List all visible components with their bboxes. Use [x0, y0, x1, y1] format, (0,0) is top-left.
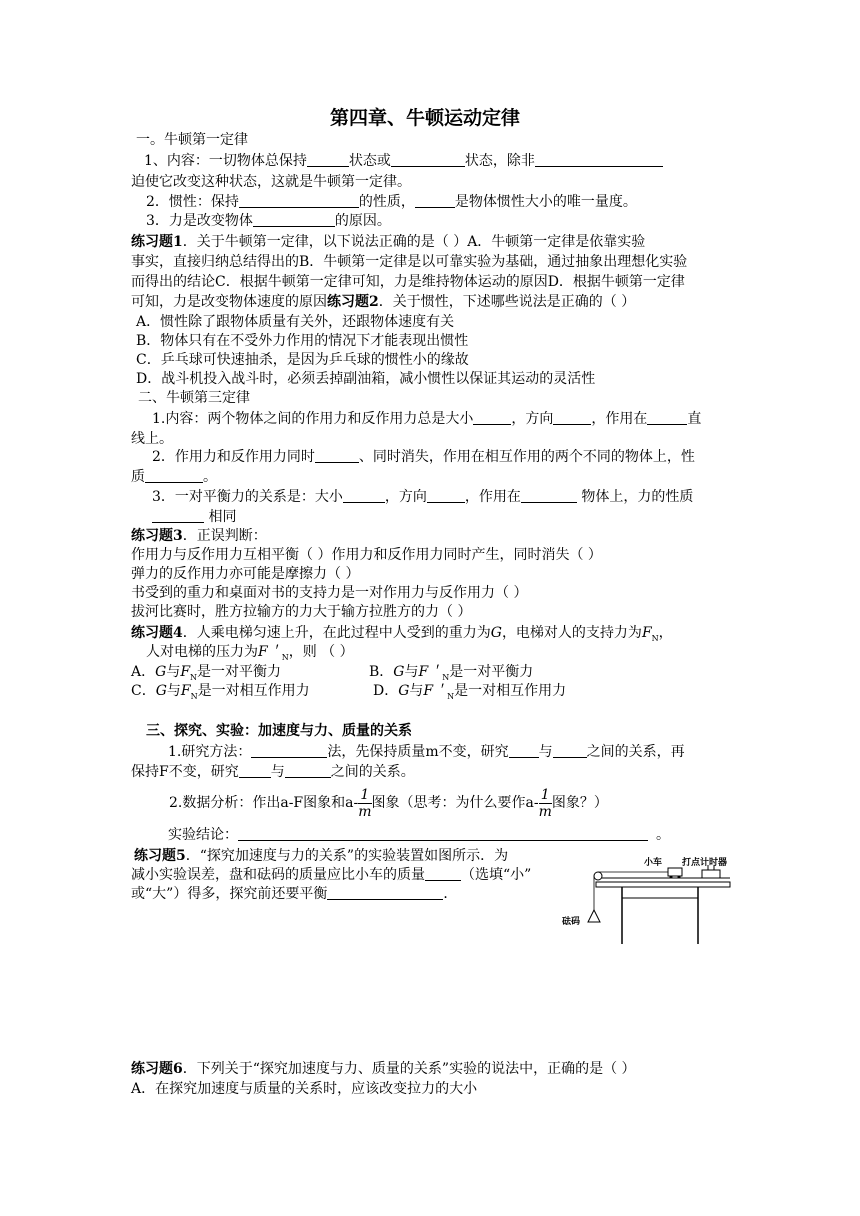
ex4-option-d: [373, 682, 566, 706]
symbol-g: G: [393, 664, 405, 680]
text: 是一对平衡力: [197, 664, 282, 680]
ex2-option-b: B．物体只有在不受外力作用的情况下才能表现出惯性: [136, 333, 469, 349]
s3-line2: [131, 763, 415, 781]
s2-line1: [152, 410, 701, 428]
text: 。: [203, 469, 217, 485]
exercise-label: 练习题4: [131, 625, 183, 641]
text: 与: [166, 683, 181, 699]
symbol-f-prime: F＇: [423, 683, 448, 699]
text: 可知，力是改变物体速度的原因: [131, 294, 327, 310]
text: ．下列关于“探究加速度与力、质量的关系”实验的说法中，正确的是（ ）: [182, 1061, 636, 1077]
text: ，则 （ ）: [288, 644, 354, 660]
blank: [553, 410, 591, 425]
ex5-line3: [131, 885, 457, 903]
symbol-f: F: [180, 664, 191, 680]
text: 与: [166, 664, 181, 680]
blank: [509, 743, 539, 758]
text: D．: [373, 683, 399, 699]
s3-line3: [169, 783, 608, 823]
text: 2．作用力和反作用力同时: [152, 449, 315, 465]
section2-heading: 二、牛顿第三定律: [138, 390, 250, 406]
symbol-f: F: [641, 625, 652, 641]
ex1-line4: [131, 293, 635, 311]
blank: [535, 152, 663, 167]
symbol-g: G: [155, 664, 167, 680]
text: 人对电梯的压力为: [146, 644, 258, 660]
text: ．: [443, 886, 458, 902]
text: ．关于惯性，下述哪些说法是正确的（ ）: [378, 294, 636, 310]
ex2-option-c: C．乒乓球可快速抽杀，是因为乒乓球的惯性小的缘故: [136, 352, 469, 368]
text: 是一对相互作用力: [454, 683, 567, 699]
ex2-option-d: D．战斗机投入战斗时，必须丢掉副油箱，减小惯性以保证其运动的灵活性: [136, 371, 596, 387]
exercise-label: 练习题6: [131, 1061, 183, 1077]
blank: [152, 508, 204, 523]
symbol-g: G: [155, 683, 167, 699]
blank: [415, 193, 455, 208]
blank: [553, 743, 587, 758]
text: 直: [687, 411, 702, 427]
denominator: m: [538, 803, 552, 820]
text: 1、内容：一切物体总保持: [144, 153, 307, 169]
text: 质: [131, 469, 145, 485]
blank: [253, 212, 335, 227]
text: 法，先保持质量m不变，研究: [327, 744, 509, 760]
label-timer: 打点计时器: [682, 858, 728, 868]
text: ，方向: [384, 489, 427, 505]
subscript-n: N: [190, 691, 198, 701]
text: 与: [409, 683, 424, 699]
ex6-option-a: A．在探究加速度与质量的关系时，应该改变拉力的大小: [131, 1081, 478, 1097]
text: 3．力是改变物体: [146, 213, 253, 229]
text: 。: [656, 827, 670, 843]
text: 图象？）: [551, 795, 608, 811]
subscript-n: N: [281, 652, 289, 662]
exercise-label: 练习题1: [131, 234, 183, 250]
symbol-f-prime: F＇: [418, 664, 443, 680]
s1-line4: [146, 212, 391, 230]
symbol-f-prime: F＇: [258, 644, 282, 660]
blank: [647, 410, 687, 425]
text: 保持F不变，研究: [131, 764, 239, 780]
text: ．“探究加速度与力的关系”的实验装置如图所示．为: [185, 848, 509, 864]
s2-line6: [152, 508, 236, 526]
text: 是物体惯性大小的唯一量度。: [454, 194, 637, 210]
ex1-line1: [131, 233, 645, 251]
s2-line3: [152, 448, 695, 466]
blank: [239, 193, 359, 208]
blank: [315, 448, 359, 463]
text: 是一对相互作用力: [197, 683, 310, 699]
text: 1.研究方法：: [168, 744, 252, 760]
text: 与: [538, 744, 553, 760]
text: 之间的关系。: [330, 764, 415, 780]
exercise-label: 练习题2: [327, 294, 379, 310]
blank: [239, 763, 271, 778]
text: 的性质，: [358, 194, 415, 210]
text: 状态，除非: [464, 153, 535, 169]
text: 3．一对平衡力的关系是：大小: [152, 489, 343, 505]
label-cart: 小车: [644, 858, 663, 868]
s2-line4: [131, 468, 217, 486]
blank: [307, 152, 349, 167]
label-weight: 砝码: [562, 917, 581, 927]
exercise-label: 练习题3: [131, 528, 183, 544]
s3-line4: [168, 826, 670, 844]
exercise-label: 练习题5: [134, 848, 186, 864]
text: 与: [270, 764, 285, 780]
text: 物体上，力的性质: [576, 489, 694, 505]
subscript-n: N: [442, 672, 450, 682]
ex5-line1: [134, 847, 508, 865]
text: 减小实验误差，盘和砝码的质量应比小车的质量: [131, 867, 425, 883]
text: ，方向: [511, 411, 554, 427]
numerator: 1: [539, 787, 552, 804]
s2-line5: [152, 488, 693, 506]
ex4-option-c: [131, 682, 310, 706]
subscript-n: N: [447, 691, 455, 701]
blank: [327, 885, 443, 900]
ex3-line4: 拔河比赛时，胜方拉输方的力大于输方拉胜方的力（ ）: [131, 604, 472, 620]
fraction-1-over-m: [539, 787, 552, 820]
text: C．: [131, 683, 156, 699]
symbol-g: G: [398, 683, 410, 699]
ex5-line2: [131, 866, 531, 884]
numerator: 1: [358, 787, 371, 804]
text: A．: [131, 664, 156, 680]
text: 或“大”）得多，探究前还要平衡: [131, 886, 328, 902]
ex2-option-a: A．惯性除了跟物体质量有关外，还跟物体速度有关: [136, 314, 455, 330]
experiment-apparatus-figure: [560, 852, 740, 944]
text: 实验结论：: [168, 827, 238, 843]
s1-line1: [144, 152, 663, 170]
blank: [145, 468, 203, 483]
ex3-line1: 作用力与反作用力互相平衡（ ）作用力和反作用力同时产生，同时消失（ ）: [131, 547, 602, 563]
section3-heading: 三、探究、实验：加速度与力、质量的关系: [146, 723, 412, 739]
text: 图象（思考：为什么要作a-: [371, 795, 539, 811]
blank: [251, 743, 327, 758]
blank: [343, 488, 385, 503]
page-title: 第四章、牛顿运动定律: [330, 107, 521, 129]
text: ，作用在: [464, 489, 521, 505]
fraction-1-over-m: [358, 787, 371, 820]
subscript-n: N: [651, 633, 659, 643]
s3-line1: [168, 743, 685, 761]
text: 相同: [204, 509, 237, 525]
ex1-line2: 事实，直接归纳总结得出的B．牛顿第一定律是以可靠实验为基础，通过抽象出理想化实验: [131, 254, 688, 270]
blank: [425, 866, 461, 881]
text: 2.数据分析：作出a-F图象和a-: [169, 795, 359, 811]
ex1-line3: 而得出的结论C．根据牛顿第一定律可知，力是维持物体运动的原因D．根据牛顿第一定律: [131, 274, 685, 290]
denominator: m: [358, 803, 372, 820]
text: 2．惯性：保持: [146, 194, 239, 210]
text: 是一对平衡力: [449, 664, 534, 680]
blank: [238, 826, 648, 841]
s1-line2: 迫使它改变这种状态，这就是牛顿第一定律。: [131, 174, 411, 190]
text: B．: [369, 664, 394, 680]
text: ，作用在: [591, 411, 648, 427]
text: ，: [658, 625, 673, 641]
text: 1.内容：两个物体之间的作用力和反作用力总是大小: [152, 411, 474, 427]
text: （选填“小”: [461, 867, 532, 883]
symbol-f: F: [180, 683, 191, 699]
text: ．关于牛顿第一定律，以下说法正确的是（ ）A．牛顿第一定律是依靠实验: [182, 234, 646, 250]
blank: [473, 410, 511, 425]
s2-line2: 线上。: [131, 431, 173, 447]
blank: [391, 152, 465, 167]
text: ．正误判断：: [182, 528, 267, 544]
blank: [521, 488, 577, 503]
s1-line3: [146, 193, 637, 211]
symbol-g: G: [490, 625, 502, 641]
blank: [427, 488, 465, 503]
ex6-question: [131, 1060, 636, 1078]
text: 的原因。: [334, 213, 391, 229]
text: ．人乘电梯匀速上升，在此过程中人受到的重力为: [182, 625, 491, 641]
ex3-line3: 书受到的重力和桌面对书的支持力是一对作用力与反作用力（ ）: [131, 585, 528, 601]
ex3-question: [131, 527, 267, 545]
text: 、同时消失，作用在相互作用的两个不同的物体上，性: [358, 449, 695, 465]
text: ，电梯对人的支持力为: [501, 625, 642, 641]
text: 之间的关系，再: [586, 744, 685, 760]
text: 状态或: [348, 153, 391, 169]
ex3-line2: 弹力的反作用力亦可能是摩擦力（ ）: [131, 566, 360, 582]
subscript-n: N: [190, 672, 198, 682]
blank: [285, 763, 331, 778]
section1-heading: 一。牛顿第一定律: [136, 132, 248, 148]
text: 与: [404, 664, 419, 680]
